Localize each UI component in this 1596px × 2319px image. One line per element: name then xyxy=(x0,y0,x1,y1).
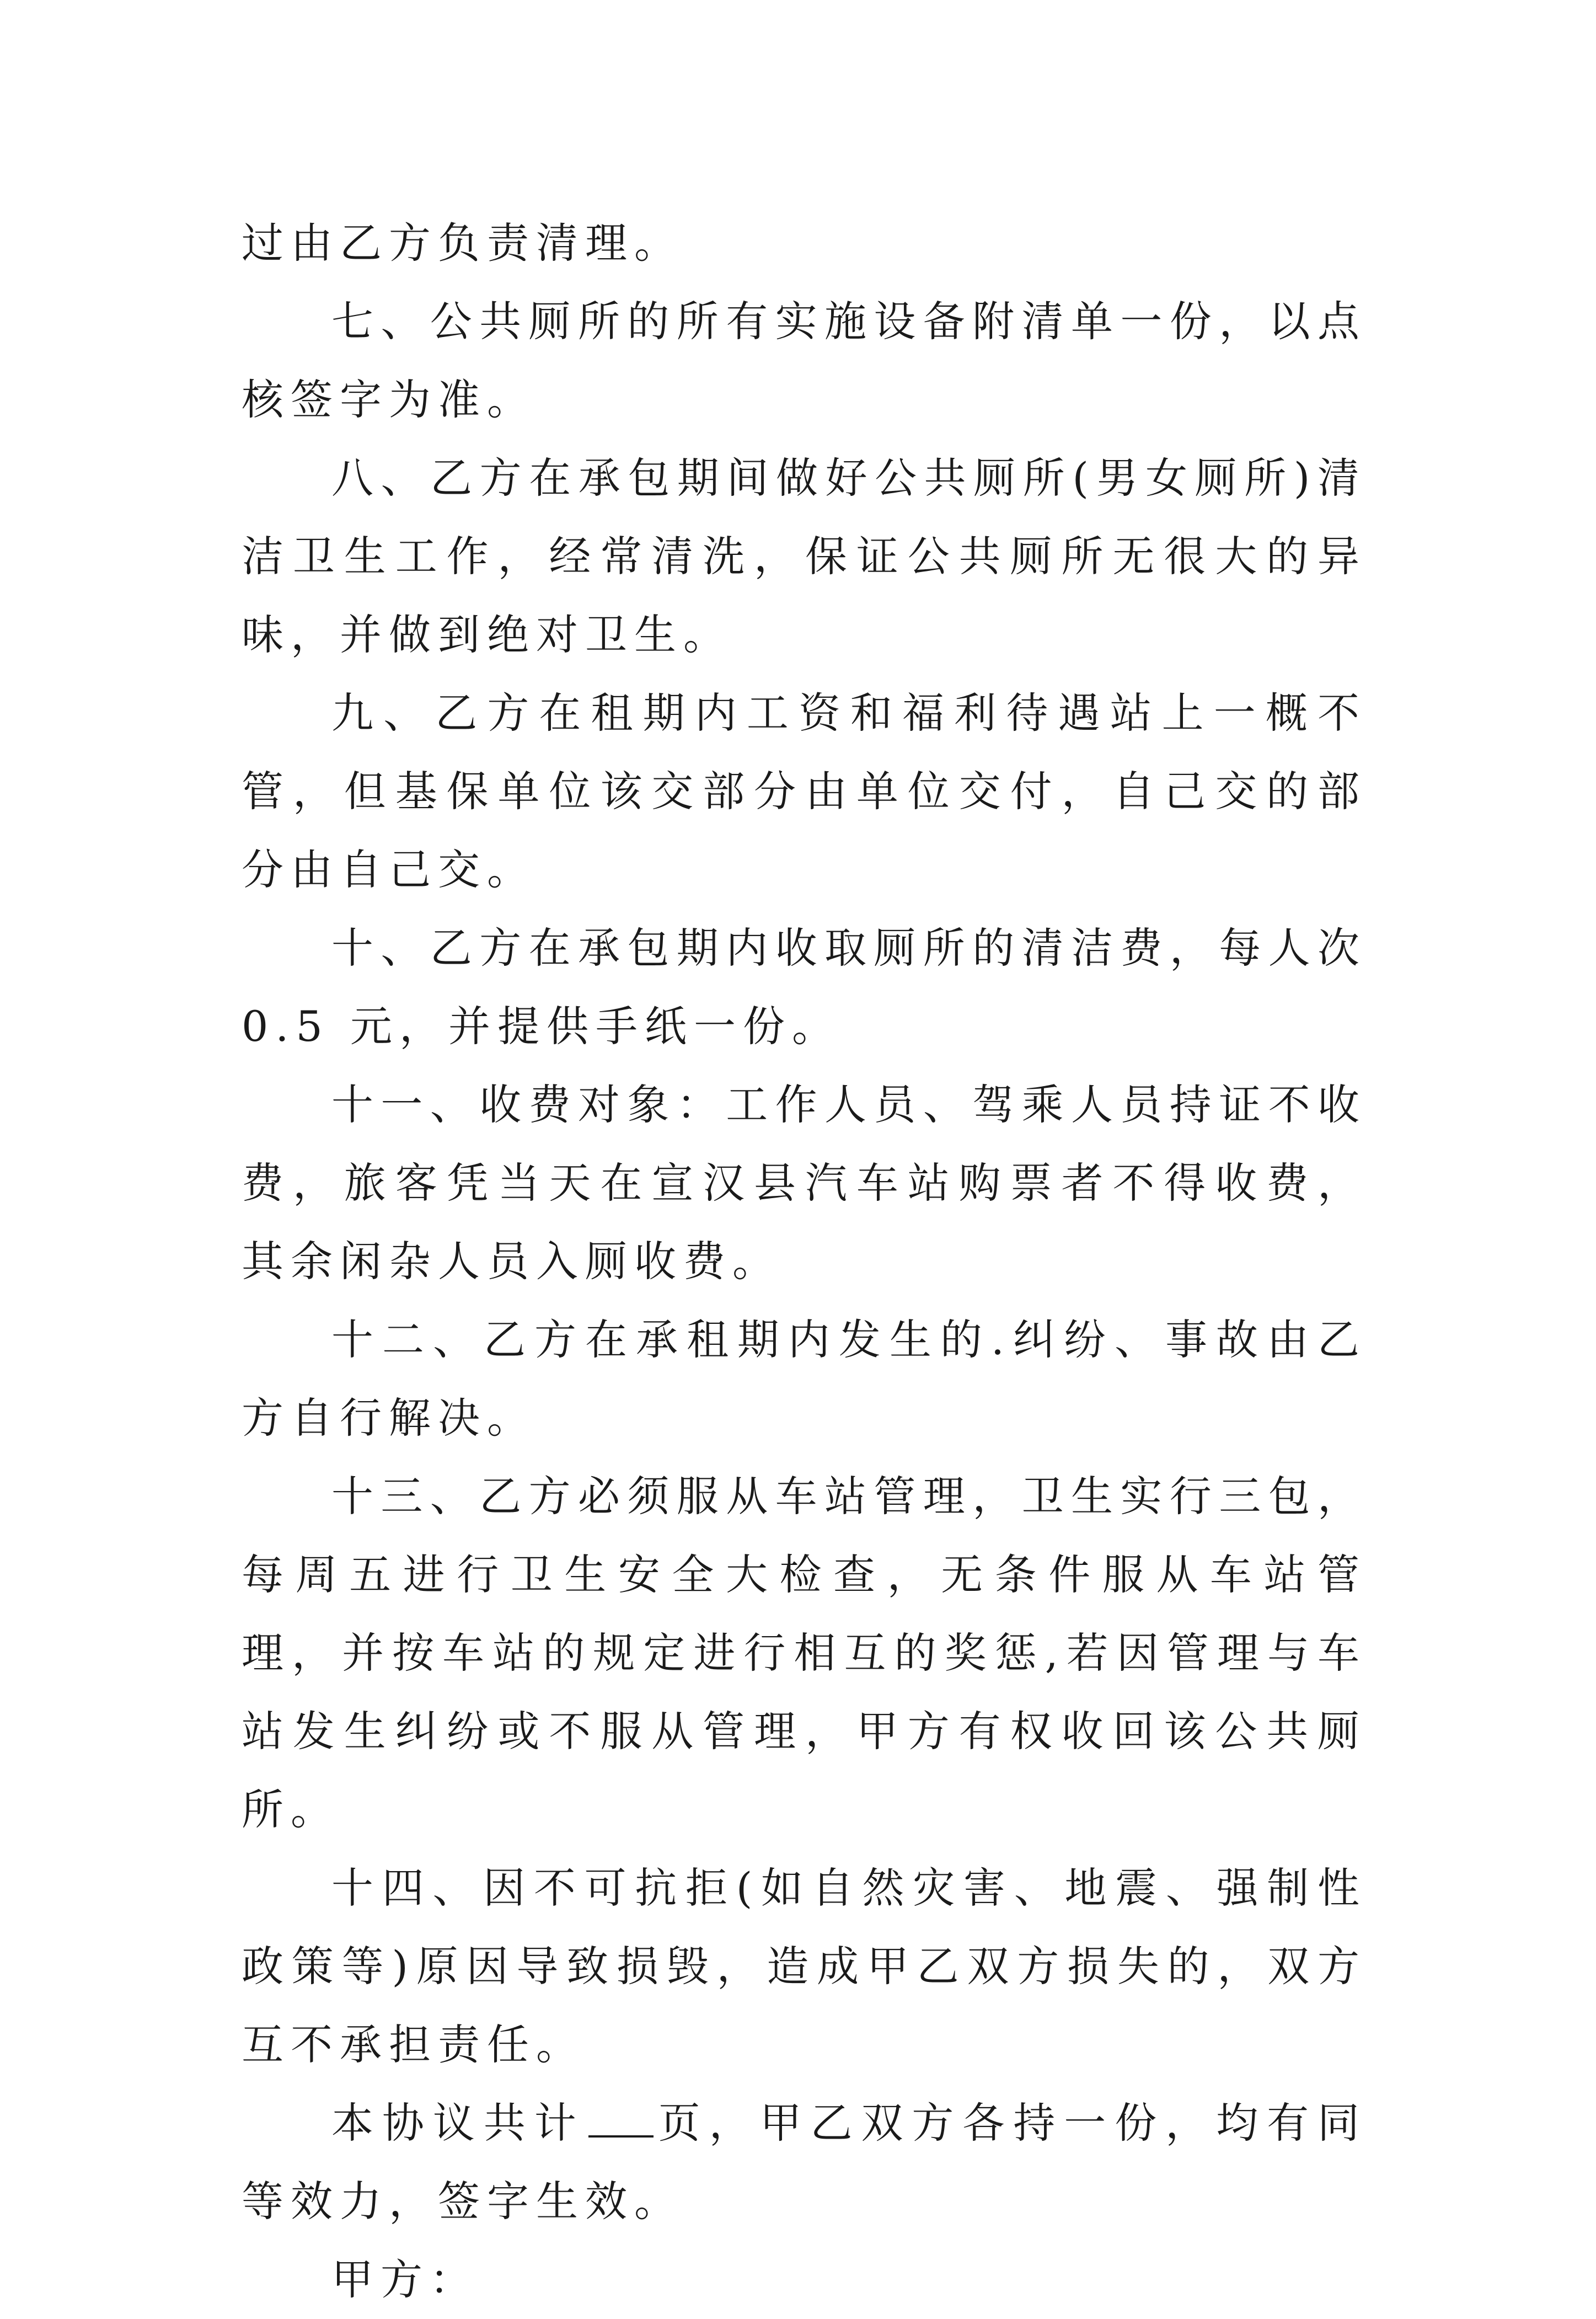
document-body xyxy=(242,204,1367,2319)
page-count-blank xyxy=(588,2103,654,2138)
closing-statement xyxy=(242,2084,1367,2241)
clause-10: 十、乙方在承包期内收取厕所的清洁费，每人次 0.5 元，并提供手纸一份。 xyxy=(242,923,1367,1051)
closing-text-after: 页，甲乙双方各持一份，均有同等效力，签字生效。 xyxy=(242,2098,1367,2226)
party-a-label: 甲方： xyxy=(331,2255,479,2304)
clause-11: 十一、收费对象：工作人员、驾乘人员持证不收费，旅客凭当天在宣汉县汽车站购票者不得收费，其余闲杂人员入厕收费。 xyxy=(242,1080,1367,1286)
clause-13: 十三、乙方必须服从车站管理，卫生实行三包，每周五进行卫生安全大检查，无条件服从车站管理，并按车站的规定进行相互的奖惩,若因管理与车站发生纠纷或不服从管理，甲方有权收回该公共厕所。 xyxy=(242,1472,1367,1834)
clause-14: 十四、因不可抗拒(如自然灾害、地震、强制性政策等)原因导致损毁，造成甲乙双方损失的，双方互不承担责任。 xyxy=(242,1863,1367,2069)
clause-12: 十二、乙方在承租期内发生的.纠纷、事故由乙方自行解决。 xyxy=(242,1315,1367,1442)
clause-7: 七、公共厕所的所有实施设备附清单一份，以点核签字为准。 xyxy=(242,297,1367,424)
closing-text-before: 本协议共计 xyxy=(331,2098,585,2147)
clause-8: 八、乙方在承包期间做好公共厕所(男女厕所)清洁卫生工作，经常清洗，保证公共厕所无很大的异味，并做到绝对卫生。 xyxy=(242,453,1367,659)
paragraph-continuation: 过由乙方负责清理。 xyxy=(242,218,683,268)
clause-9: 九、乙方在租期内工资和福利待遇站上一概不管，但基保单位该交部分由单位交付，自己交的部分由自己交。 xyxy=(242,688,1367,894)
